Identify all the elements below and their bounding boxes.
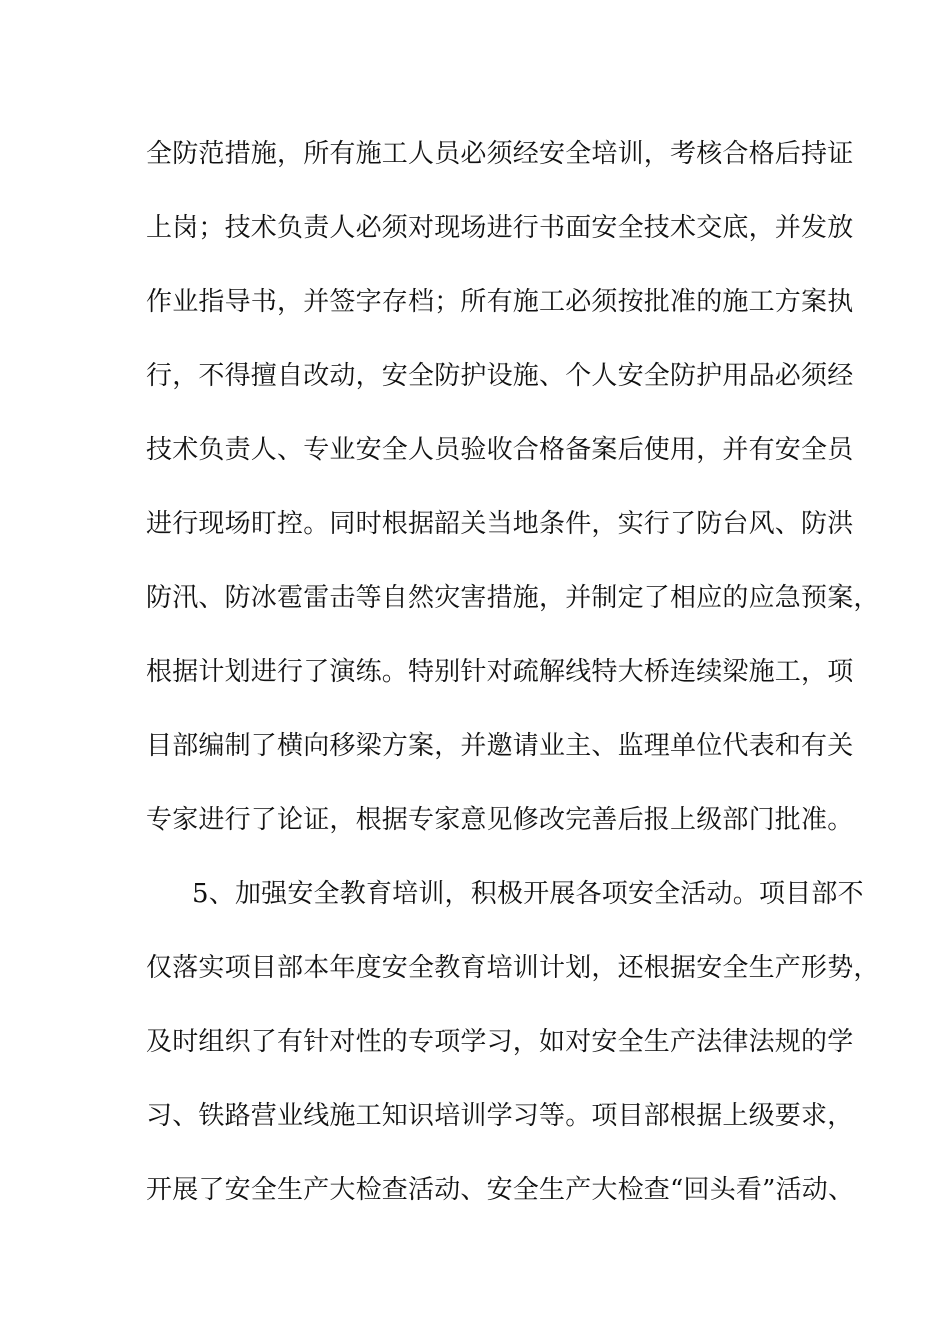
text-line: 进行现场盯控。同时根据韶关当地条件，实行了防台风、防洪	[146, 509, 854, 539]
text-line: 全防范措施，所有施工人员必须经安全培训，考核合格后持证	[146, 139, 854, 169]
body-text	[146, 126, 880, 1236]
text-line: 专家进行了论证，根据专家意见修改完善后报上级部门批准。	[146, 805, 854, 835]
text-line: 习、铁路营业线施工知识培训学习等。项目部根据上级要求，	[146, 1101, 854, 1131]
text-line: 目部编制了横向移梁方案，并邀请业主、监理单位代表和有关	[146, 731, 854, 761]
text-line: 防汛、防冰雹雷击等自然灾害措施，并制定了相应的应急预案，	[146, 583, 880, 613]
text-line: 行，不得擅自改动，安全防护设施、个人安全防护用品必须经	[146, 361, 854, 391]
text-line: 仅落实项目部本年度安全教育培训计划，还根据安全生产形势，	[146, 953, 880, 983]
text-line: 及时组织了有针对性的专项学习，如对安全生产法律法规的学	[146, 1027, 854, 1057]
text-line: 根据计划进行了演练。特别针对疏解线特大桥连续梁施工，项	[146, 657, 854, 687]
text-line: 上岗；技术负责人必须对现场进行书面安全技术交底，并发放	[146, 213, 854, 243]
text-line: 开展了安全生产大检查活动、安全生产大检查“回头看”活动、	[146, 1175, 855, 1205]
text-line: 技术负责人、专业安全人员验收合格备案后使用，并有安全员	[146, 435, 854, 465]
paragraph-start-line: 5、加强安全教育培训，积极开展各项安全活动。项目部不	[192, 879, 864, 909]
text-line: 作业指导书，并签字存档；所有施工必须按批准的施工方案执	[146, 287, 854, 317]
